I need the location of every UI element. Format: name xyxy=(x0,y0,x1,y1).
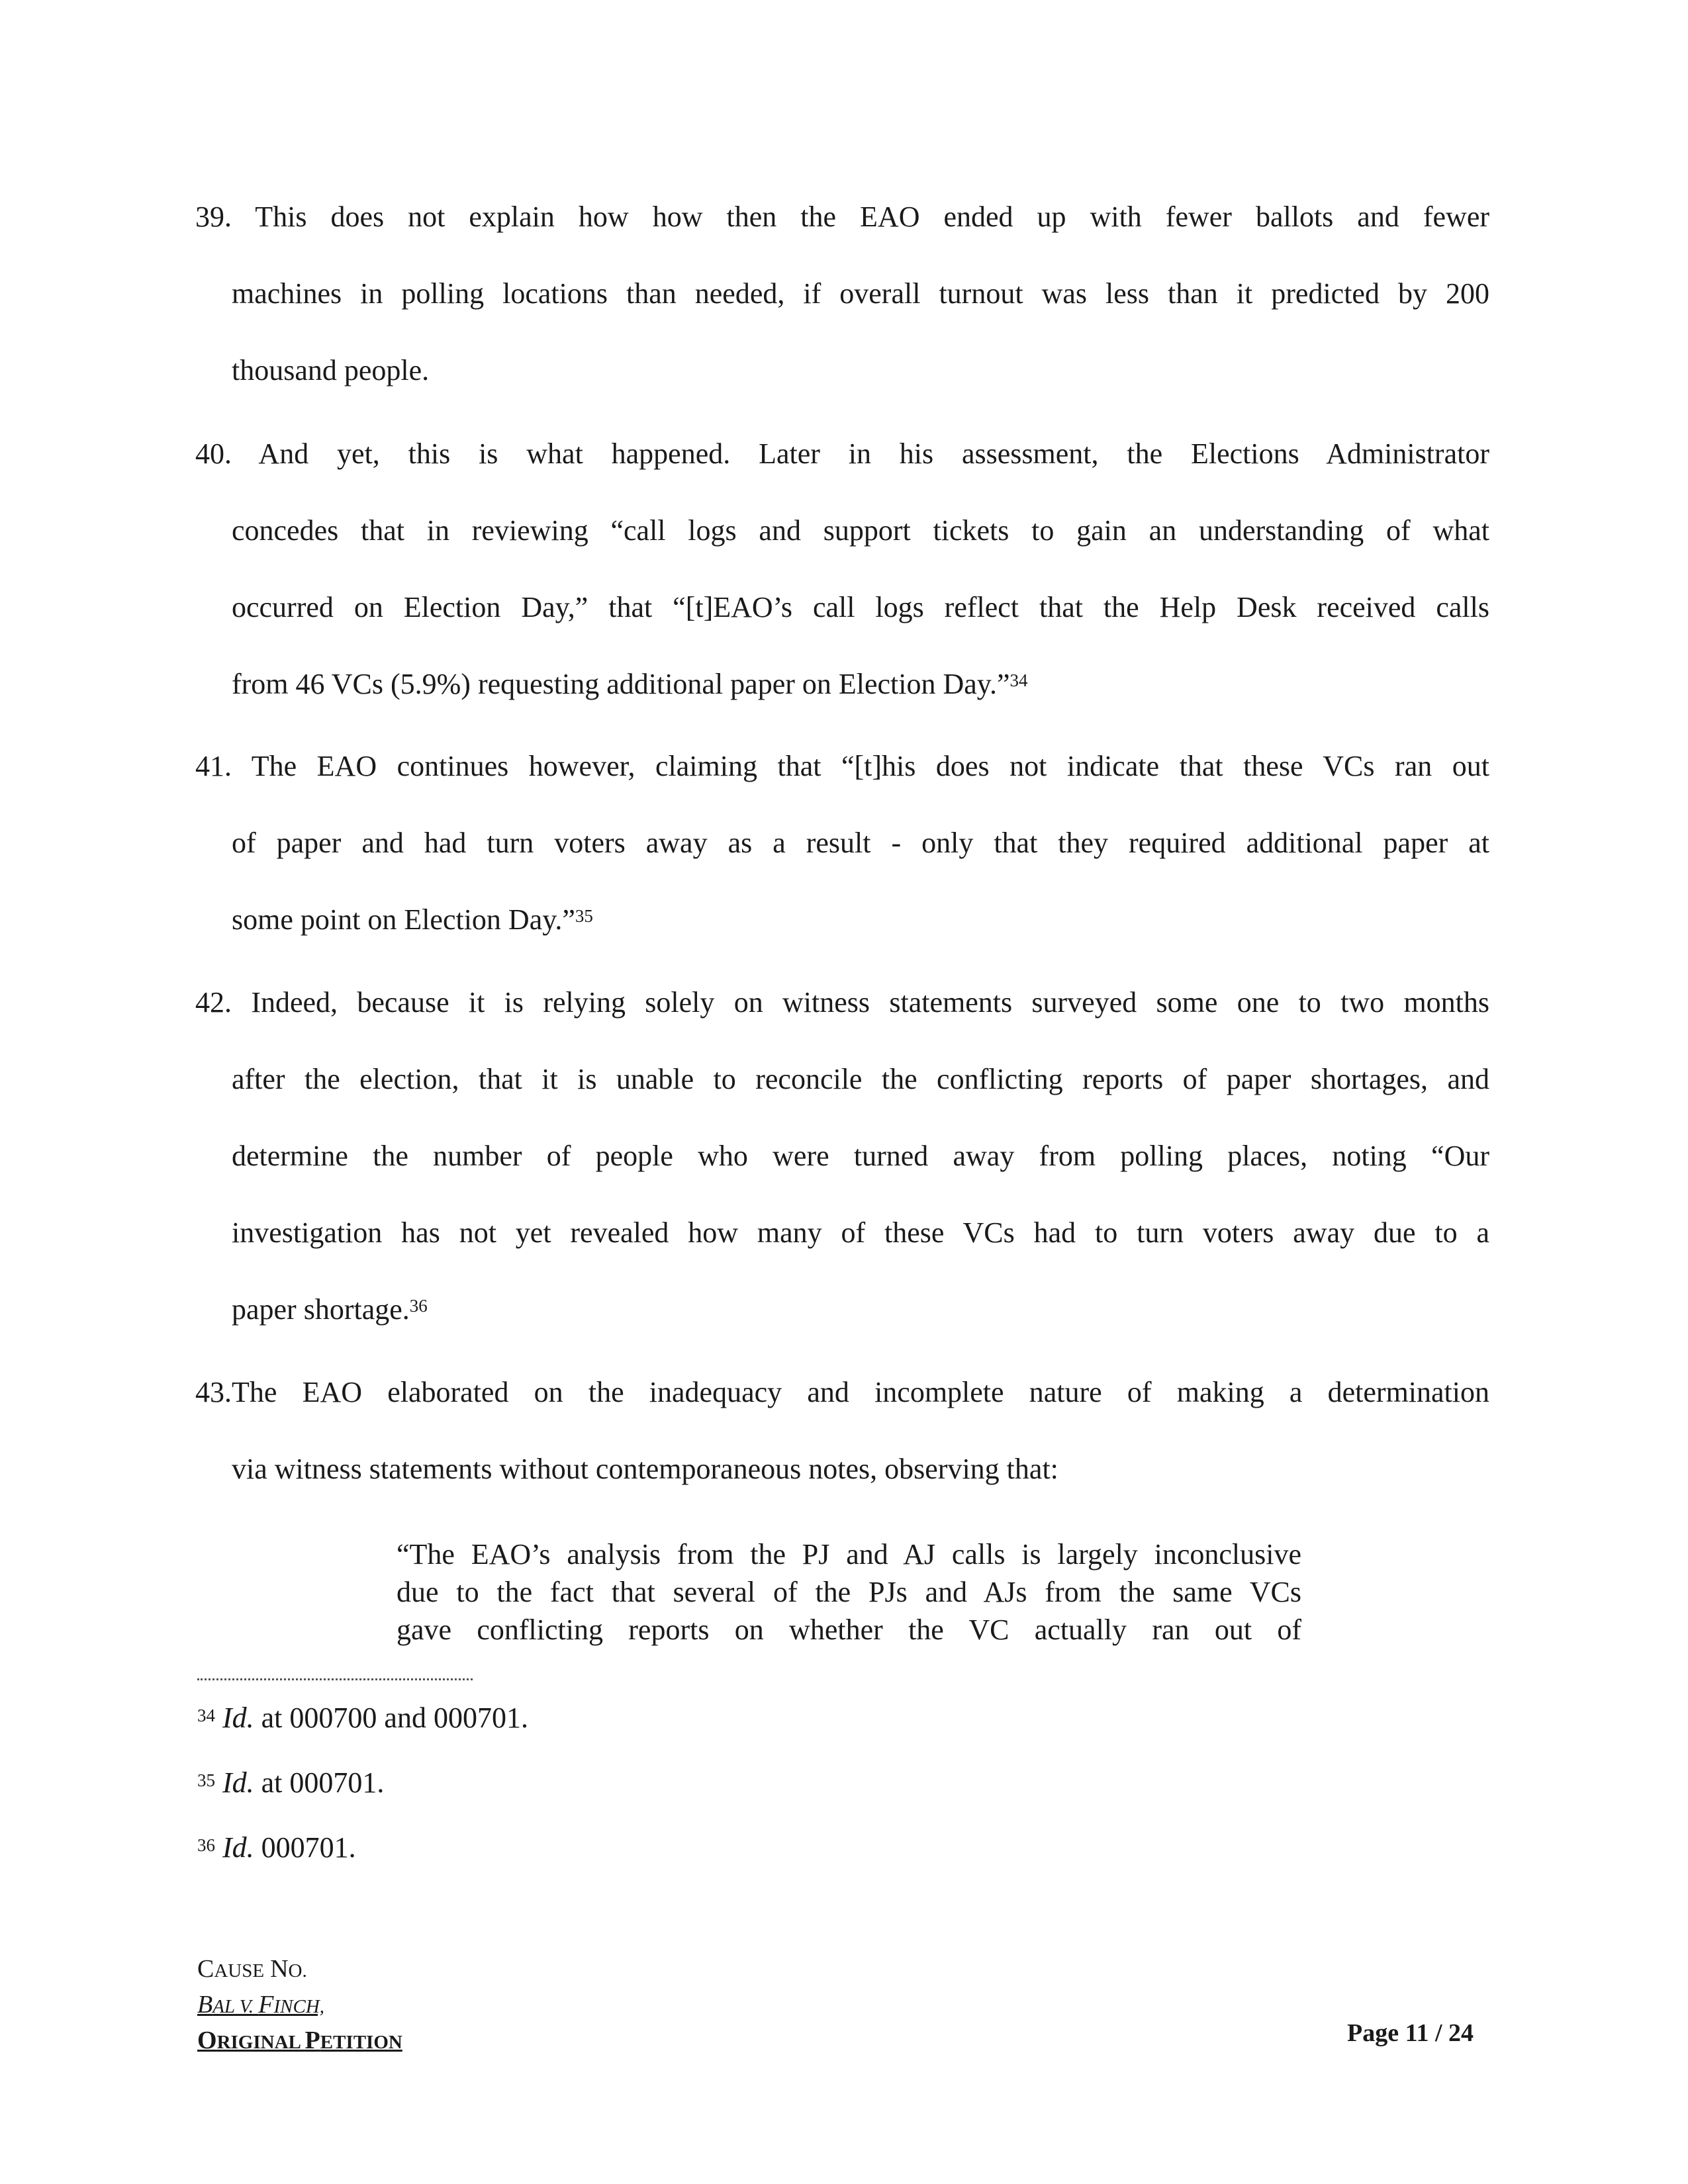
paragraph-line: paper shortage. xyxy=(232,1293,410,1326)
footnote-36 xyxy=(197,1829,356,1866)
footnote-text: at 000701. xyxy=(254,1766,385,1799)
paragraph-number: 43. xyxy=(195,1376,232,1408)
footnote-ref[interactable]: 35 xyxy=(575,906,593,926)
footnote-cite: Id. xyxy=(222,1702,254,1734)
page-number: Page 11 / 24 xyxy=(1347,2019,1474,2047)
footnote-ref[interactable]: 36 xyxy=(409,1296,428,1316)
footnote-number: 34 xyxy=(197,1706,215,1725)
document-title: ORIGINAL PETITION xyxy=(197,2026,402,2054)
paragraph-41 xyxy=(195,728,1489,958)
block-quote xyxy=(397,1535,1301,1649)
paragraph-42 xyxy=(195,964,1489,1348)
paragraph-line: machines in polling locations than needed, if overall turnout was less than it predicted by 200 xyxy=(232,277,1489,310)
quote-line: gave conflicting reports on whether the VC actually ran out of xyxy=(397,1614,1301,1646)
paragraph-line: And yet, this is what happened. Later in his assessment, the Elections Administrator xyxy=(258,437,1489,470)
footer-caption xyxy=(197,1952,402,2060)
footnote-text: 000701. xyxy=(254,1831,356,1864)
paragraph-number: 40. xyxy=(195,437,232,470)
footnote-separator xyxy=(197,1678,473,1680)
footnote-number: 35 xyxy=(197,1770,215,1790)
paragraph-number: 41. xyxy=(195,750,232,782)
paragraph-line: Indeed, because it is relying solely on witness statements surveyed some one to two months xyxy=(251,986,1490,1019)
paragraph-line: concedes that in reviewing “call logs and support tickets to gain an understanding of what xyxy=(232,514,1489,547)
paragraph-line: of paper and had turn voters away as a result - only that they required additional paper at xyxy=(232,827,1489,859)
quote-line: due to the fact that several of the PJs and AJs from the same VCs xyxy=(397,1576,1301,1608)
paragraph-line: determine the number of people who were turned away from polling places, noting “Our xyxy=(232,1140,1489,1172)
paragraph-39 xyxy=(195,179,1489,409)
paragraph-line: some point on Election Day.” xyxy=(232,903,575,936)
footnote-35 xyxy=(197,1764,384,1801)
paragraph-line: via witness statements without contemporaneous notes, observing that: xyxy=(232,1453,1058,1485)
paragraph-40 xyxy=(195,416,1489,723)
footnote-number: 36 xyxy=(197,1835,215,1855)
paragraph-line: investigation has not yet revealed how many of these VCs had to turn voters away due to a xyxy=(232,1216,1489,1249)
paragraph-line: The EAO elaborated on the inadequacy and incomplete nature of making a determination xyxy=(232,1376,1489,1408)
footnote-text: at 000700 and 000701. xyxy=(254,1702,528,1734)
paragraph-number: 42. xyxy=(195,986,232,1019)
paragraph-line: thousand people. xyxy=(232,354,430,387)
footnote-ref[interactable]: 34 xyxy=(1009,670,1028,690)
case-name: BAL V. FINCH, xyxy=(197,1991,325,2019)
paragraph-line: The EAO continues however, claiming that “[t]his does not indicate that these VCs ran out xyxy=(251,750,1489,782)
footnote-cite: Id. xyxy=(222,1766,254,1799)
paragraph-43 xyxy=(195,1354,1489,1508)
quote-line: “The EAO’s analysis from the PJ and AJ calls is largely inconclusive xyxy=(397,1538,1301,1570)
paragraph-line: from 46 VCs (5.9%) requesting additional paper on Election Day.” xyxy=(232,668,1010,700)
paragraph-line: occurred on Election Day,” that “[t]EAO’s call logs reflect that the Help Desk received calls xyxy=(232,591,1489,623)
paragraph-number: 39. xyxy=(195,201,232,233)
paragraph-line: after the election, that it is unable to reconcile the conflicting reports of paper shortages, and xyxy=(232,1063,1489,1095)
footnote-cite: Id. xyxy=(222,1831,254,1864)
footnote-34 xyxy=(197,1700,528,1737)
cause-number: CAUSE NO. xyxy=(197,1955,307,1983)
paragraph-line: This does not explain how how then the EAO ended up with fewer ballots and fewer xyxy=(255,201,1489,233)
